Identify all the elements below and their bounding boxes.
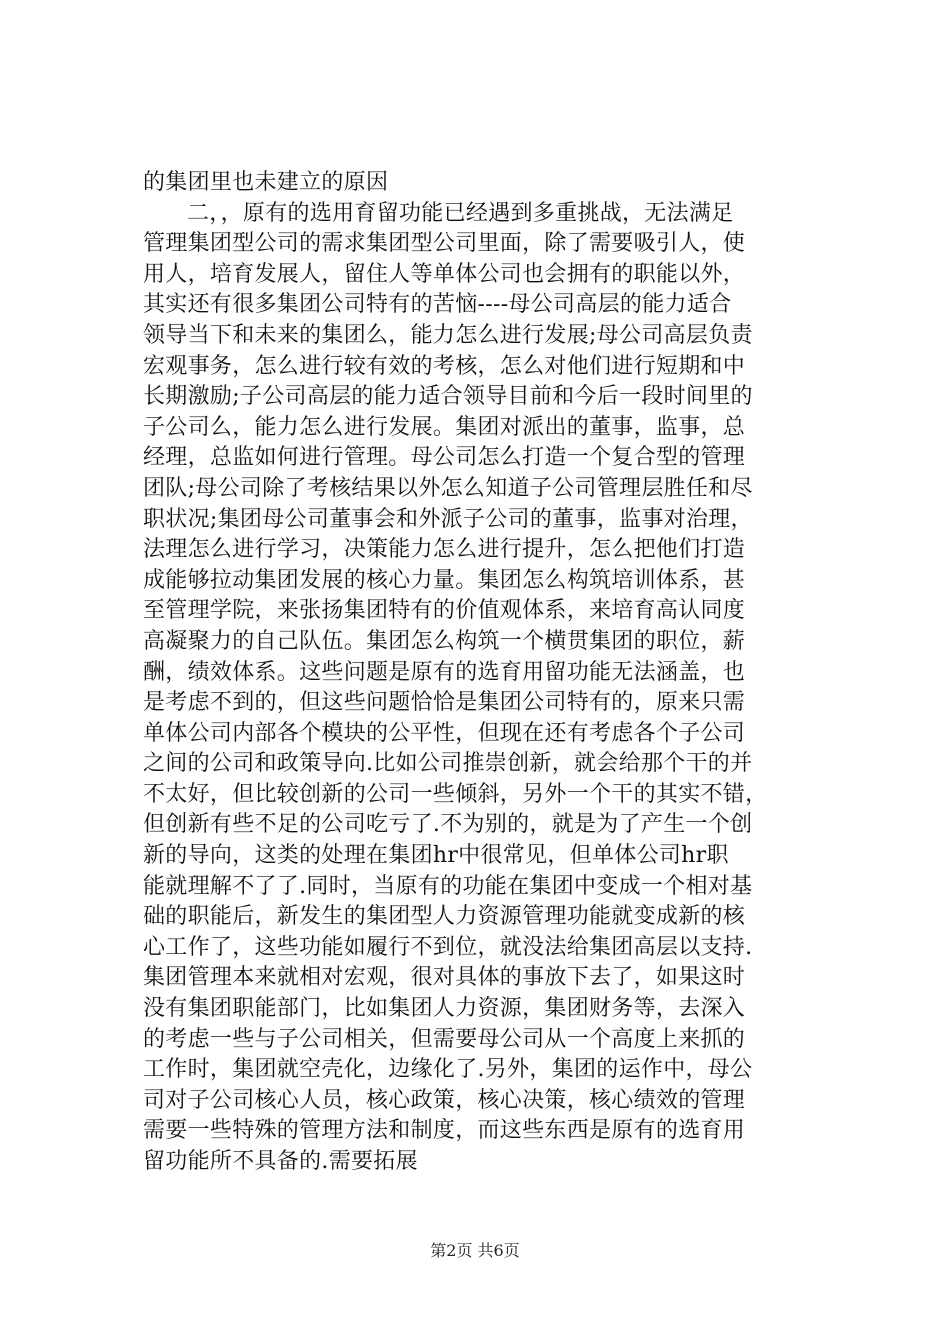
text-line: 其实还有很多集团公司特有的苦恼----母公司高层的能力适合 bbox=[143, 292, 732, 318]
text-line: 法理怎么进行学习，决策能力怎么进行提升，怎么把他们打造 bbox=[143, 537, 746, 563]
text-line: 的集团里也未建立的原因 bbox=[143, 170, 389, 195]
text-line: 二，，原有的选用育留功能已经遇到多重挑战，无法满足 bbox=[187, 200, 734, 226]
body-text bbox=[143, 168, 843, 1178]
text-line: 子公司么，能力怎么进行发展。集团对派出的董事，监事，总 bbox=[143, 414, 746, 440]
text-line: 长期激励;子公司高层的能力适合领导目前和今后一段时间里的 bbox=[143, 384, 753, 410]
text-line: 工作时，集团就空壳化，边缘化了.另外，集团的运作中，母公 bbox=[143, 1057, 753, 1083]
text-line: 职状况;集团母公司董事会和外派子公司的董事，监事对治理， bbox=[143, 506, 753, 532]
text-line: 用人，培育发展人，留住人等单体公司也会拥有的职能以外， bbox=[143, 261, 746, 287]
text-line: 没有集团职能部门，比如集团人力资源，集团财务等，去深入 bbox=[143, 996, 746, 1022]
text-line: 领导当下和未来的集团么，能力怎么进行发展;母公司高层负责 bbox=[143, 322, 753, 348]
text-line: 至管理学院，来张扬集团特有的价值观体系，来培育高认同度 bbox=[143, 598, 746, 624]
text-line: 司对子公司核心人员，核心政策，核心决策，核心绩效的管理 bbox=[143, 1087, 746, 1113]
text-line: 宏观事务，怎么进行较有效的考核，怎么对他们进行短期和中 bbox=[143, 353, 746, 379]
text-line: 成能够拉动集团发展的核心力量。集团怎么构筑培训体系，甚 bbox=[143, 567, 746, 593]
text-line: 管理集团型公司的需求集团型公司里面，除了需要吸引人，使 bbox=[143, 231, 746, 257]
text-line: 但创新有些不足的公司吃亏了.不为别的，就是为了产生一个创 bbox=[143, 812, 753, 838]
text-line: 留功能所不具备的.需要拓展 bbox=[143, 1149, 418, 1174]
text-line: 新的导向，这类的处理在集团hr中很常见，但单体公司hr职 bbox=[143, 843, 729, 869]
text-line: 团队;母公司除了考核结果以外怎么知道子公司管理层胜任和尽 bbox=[143, 475, 753, 501]
text-line: 能就理解不了了.同时，当原有的功能在集团中变成一个相对基 bbox=[143, 873, 753, 899]
text-line: 集团管理本来就相对宏观，很对具体的事放下去了，如果这时 bbox=[143, 965, 746, 991]
page-number-footer: 第2页 共6页 bbox=[430, 1241, 520, 1260]
text-line: 需要一些特殊的管理方法和制度，而这些东西是原有的选育用 bbox=[143, 1118, 746, 1144]
text-line: 高凝聚力的自己队伍。集团怎么构筑一个横贯集团的职位，薪 bbox=[143, 628, 746, 654]
text-line: 是考虑不到的，但这些问题恰恰是集团公司特有的，原来只需 bbox=[143, 690, 746, 716]
text-line: 经理，总监如何进行管理。母公司怎么打造一个复合型的管理 bbox=[143, 445, 746, 471]
text-line: 不太好，但比较创新的公司一些倾斜，另外一个干的其实不错， bbox=[143, 781, 768, 807]
text-line: 础的职能后，新发生的集团型人力资源管理功能就变成新的核 bbox=[143, 904, 746, 930]
text-line: 单体公司内部各个模块的公平性，但现在还有考虑各个子公司 bbox=[143, 720, 746, 746]
text-line: 酬，绩效体系。这些问题是原有的选育用留功能无法涵盖，也 bbox=[143, 659, 746, 685]
text-line: 的考虑一些与子公司相关，但需要母公司从一个高度上来抓的 bbox=[143, 1026, 746, 1052]
text-line: 心工作了，这些功能如履行不到位，就没法给集团高层以支持. bbox=[143, 934, 753, 960]
text-line: 之间的公司和政策导向.比如公司推崇创新，就会给那个干的并 bbox=[143, 751, 753, 777]
